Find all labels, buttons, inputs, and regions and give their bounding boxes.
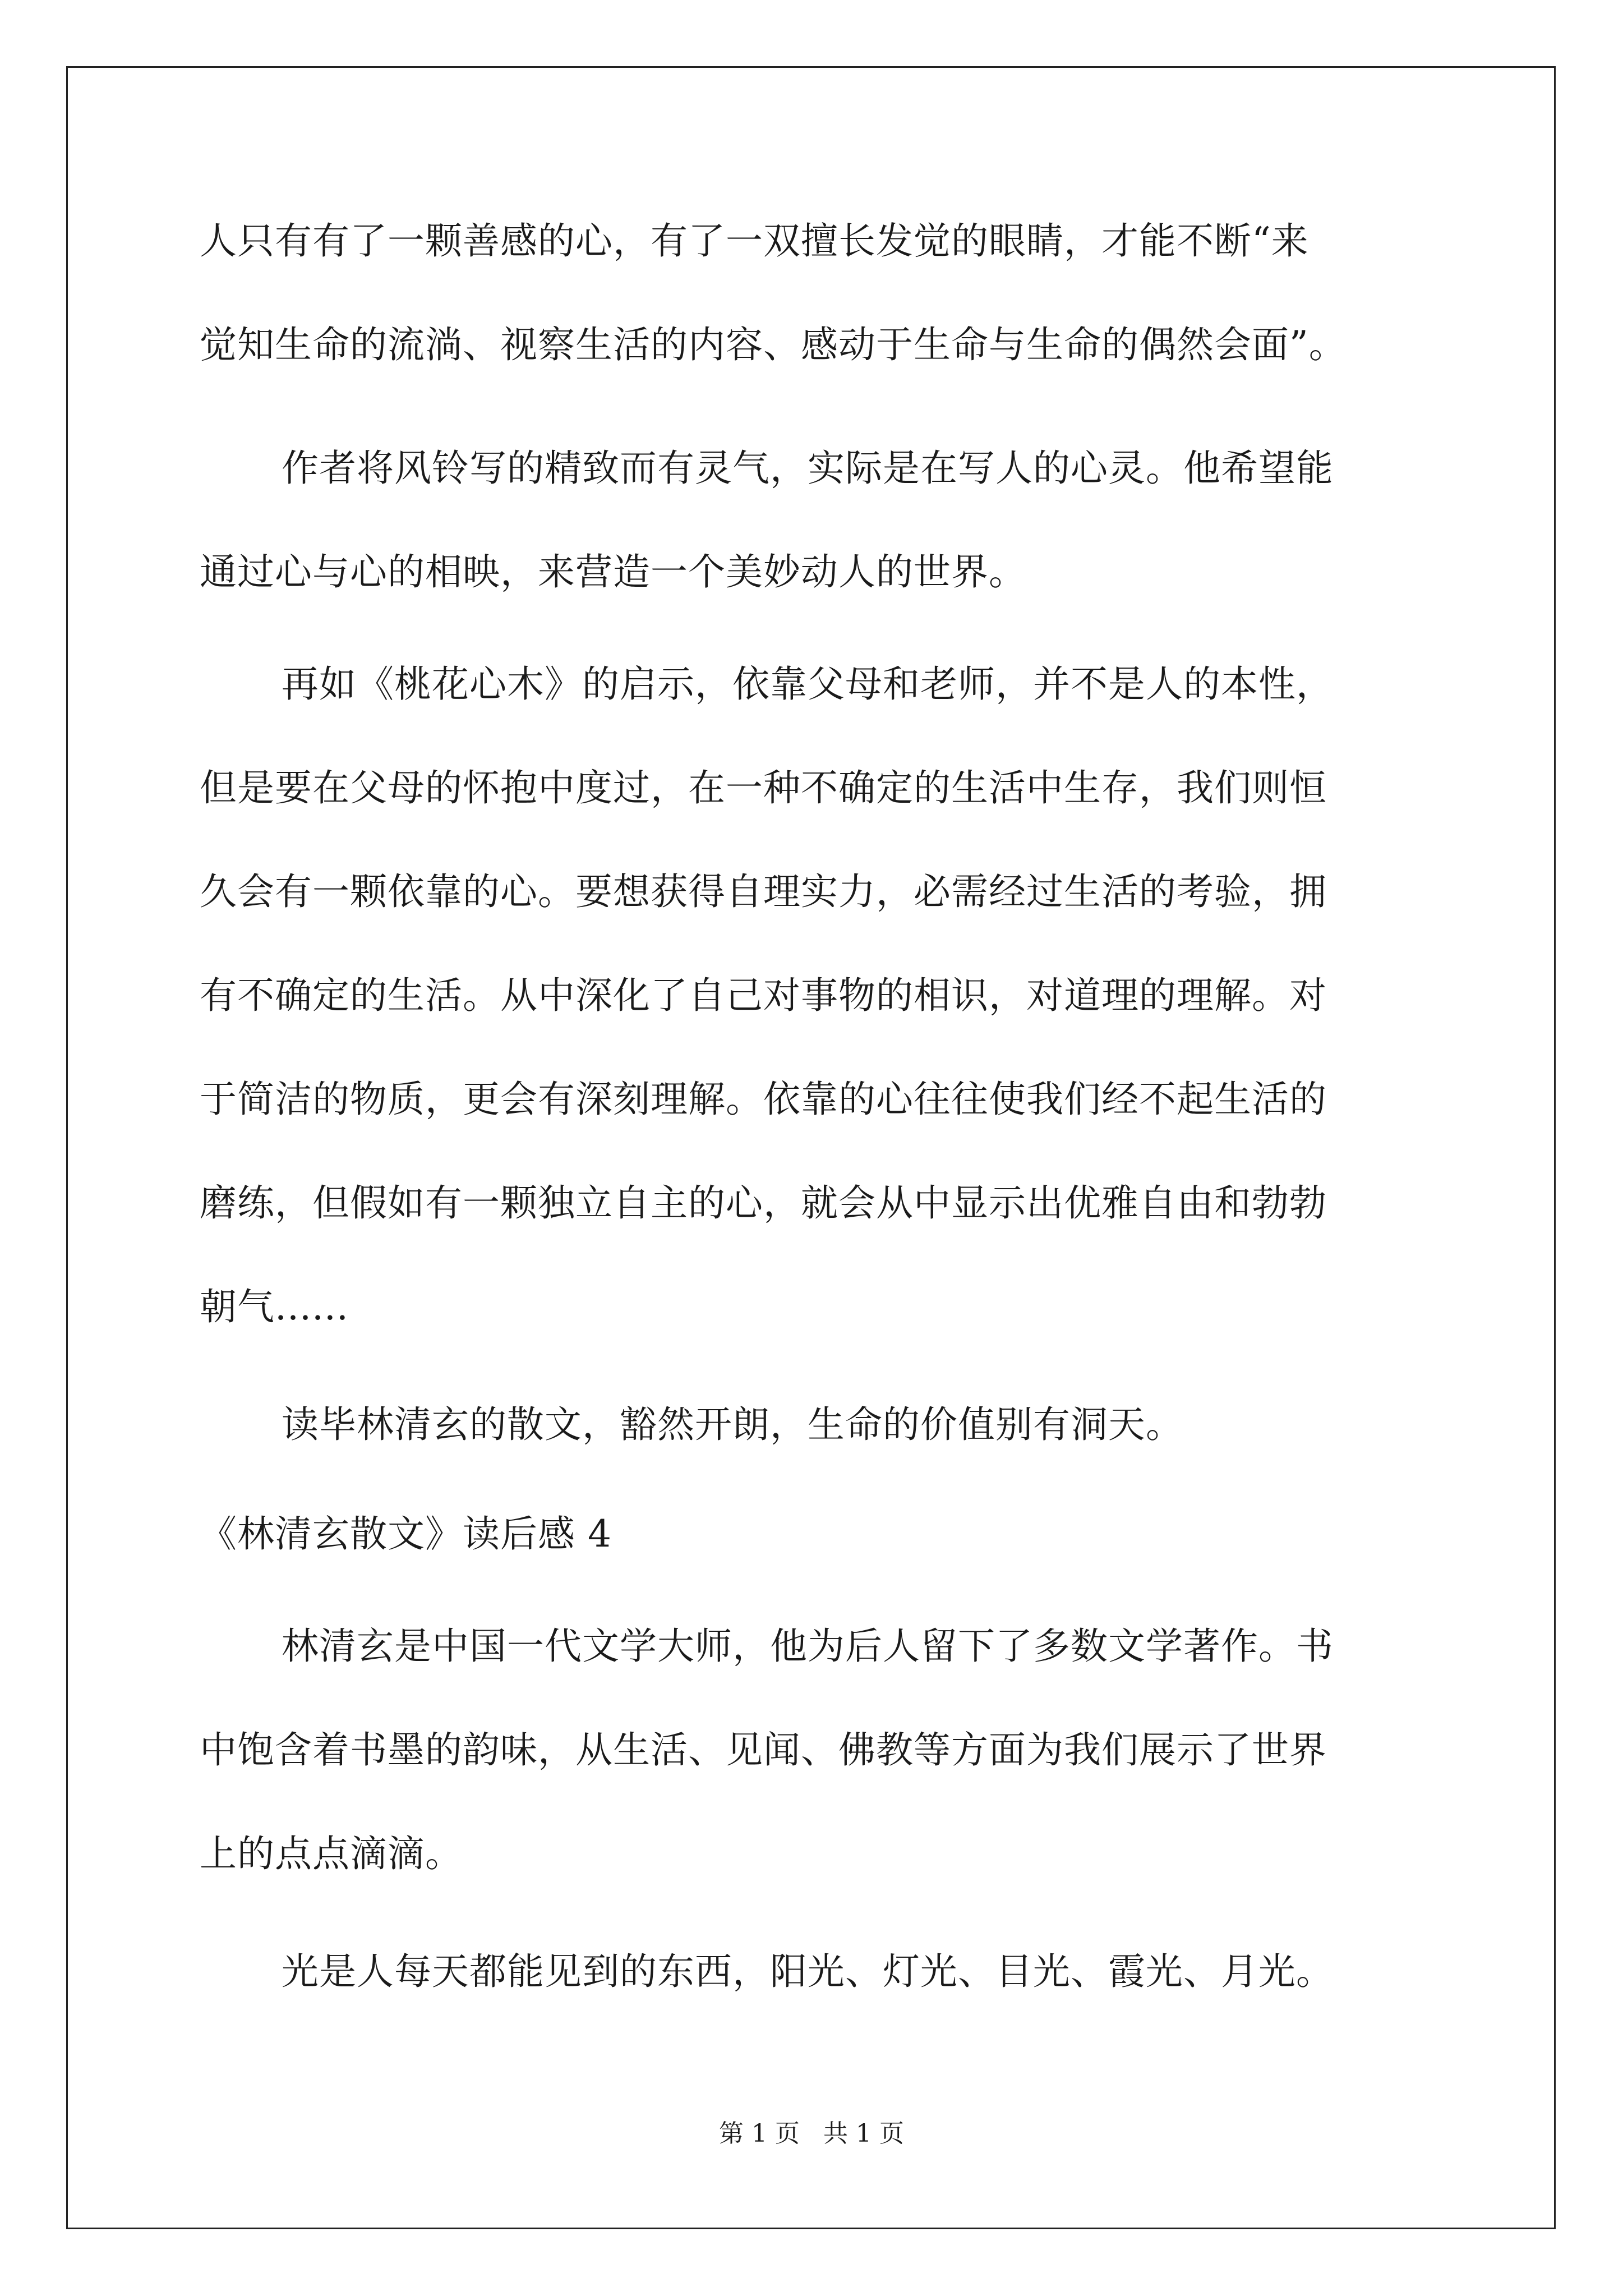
- text-line: 林清玄是中国一代文学大师，他为后人留下了多数文学著作。书: [282, 1625, 1334, 1668]
- text-line: 有不确定的生活。从中深化了自己对事物的相识，对道理的理解。对: [200, 974, 1327, 1017]
- section-heading: 《林清玄散文》读后感 4: [200, 1512, 612, 1556]
- text-line: 朝气......: [200, 1285, 349, 1328]
- page-total: 共 1 页: [823, 2119, 904, 2148]
- text-line: 上的点点滴滴。: [200, 1832, 463, 1875]
- page-number: 第 1 页: [719, 2119, 800, 2148]
- text-line: 作者将风铃写的精致而有灵气，实际是在写人的心灵。他希望能: [282, 447, 1334, 490]
- text-line: 通过心与心的相映，来营造一个美妙动人的世界。: [200, 550, 1026, 593]
- text-line: 觉知生命的流淌、视察生活的内容、感动于生命与生命的偶然会面”。: [200, 323, 1347, 366]
- text-line: 中饱含着书墨的韵味，从生活、见闻、佛教等方面为我们展示了世界: [200, 1728, 1327, 1772]
- text-line: 于简洁的物质，更会有深刻理解。依靠的心往往使我们经不起生活的: [200, 1078, 1327, 1121]
- text-line: 久会有一颗依靠的心。要想获得自理实力，必需经过生活的考验，拥: [200, 870, 1327, 913]
- page-border: [66, 66, 1556, 2229]
- page-footer: [0, 2118, 1623, 2150]
- text-line: 但是要在父母的怀抱中度过，在一种不确定的生活中生存，我们则恒: [200, 766, 1327, 809]
- text-line: 读毕林清玄的散文，豁然开朗，生命的价值别有洞天。: [282, 1403, 1183, 1446]
- text-line: 人只有有了一颗善感的心，有了一双擅长发觉的眼睛，才能不断“来: [200, 219, 1309, 263]
- text-line: 光是人每天都能见到的东西，阳光、灯光、目光、霞光、月光。: [282, 1950, 1334, 1993]
- text-line: 再如《桃花心木》的启示，依靠父母和老师，并不是人的本性，: [282, 662, 1334, 706]
- text-line: 磨练，但假如有一颗独立自主的心，就会从中显示出优雅自由和勃勃: [200, 1181, 1327, 1225]
